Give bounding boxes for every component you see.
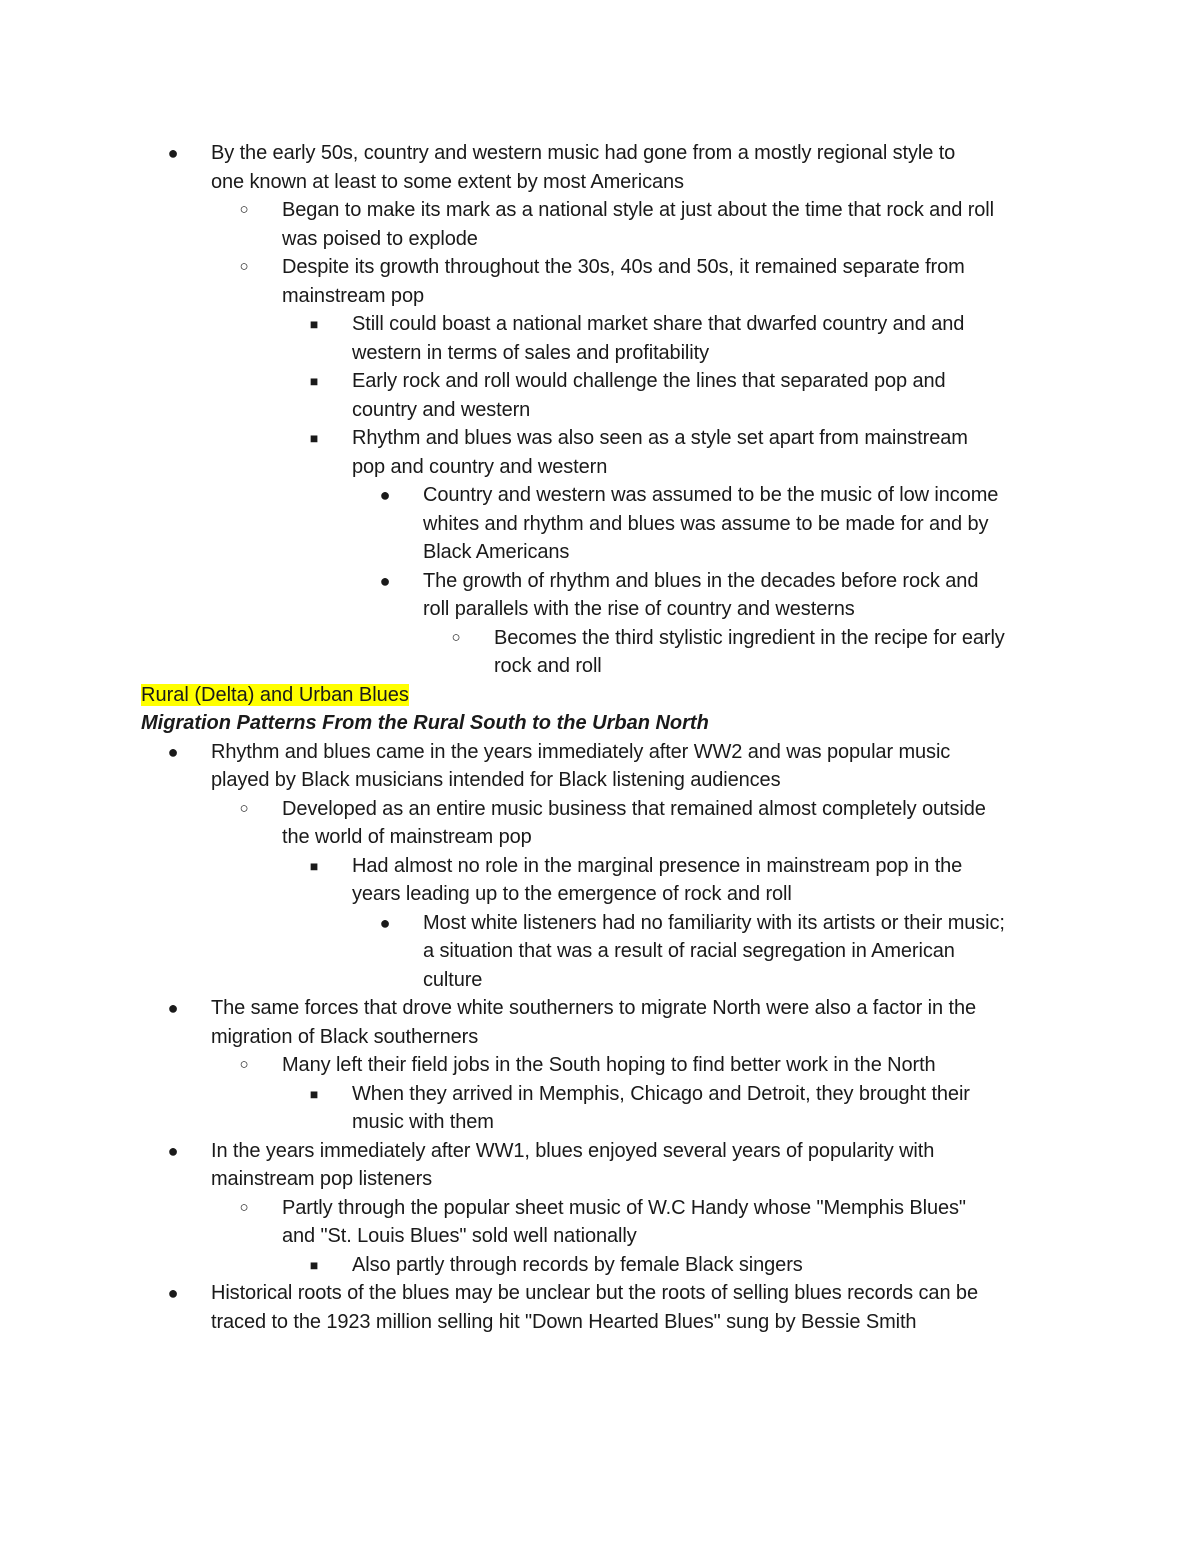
list-item-text: Country and western was assumed to be the music of low income <box>423 484 999 506</box>
bullet-icon: ● <box>167 741 179 762</box>
list-item-line <box>0 795 1200 824</box>
list-item-text: music with them <box>352 1111 494 1133</box>
list-item <box>0 481 1200 567</box>
list-item <box>0 253 1200 310</box>
bullet-icon: ○ <box>239 258 249 275</box>
list-item-text: culture <box>423 968 483 991</box>
list-item-line <box>0 1051 1200 1080</box>
list-item-line <box>0 538 1200 567</box>
list-item-text: Developed as an entire music business that remained almost completely outside <box>282 797 986 820</box>
bullet-icon: ○ <box>239 1198 249 1216</box>
bullet-icon: ■ <box>309 1085 319 1102</box>
list-item-text: Despite its growth throughout the 30s, 40s and 50s, it remained separate from <box>282 256 965 278</box>
list-item-line <box>0 310 1200 339</box>
list-item-text: whites and rhythm and blues was assume to be made for and by <box>423 512 989 535</box>
bullet-icon: ○ <box>239 1056 249 1073</box>
list-item-line <box>0 624 1200 653</box>
list-item-line <box>0 1108 1200 1137</box>
bullet-icon: ● <box>167 1283 179 1303</box>
list-item-line <box>0 738 1200 767</box>
bullet-icon: ● <box>379 570 391 591</box>
list-item <box>0 139 1200 196</box>
list-item-text: Had almost no role in the marginal presence in mainstream pop in the <box>352 854 963 877</box>
bullet-icon: ● <box>167 143 179 163</box>
list-item-line <box>0 396 1200 425</box>
list-item <box>0 1194 1200 1251</box>
bullet-icon: ○ <box>239 201 249 218</box>
list-item-text: By the early 50s, country and western music had gone from a mostly regional style to <box>211 142 956 164</box>
list-item-line <box>0 567 1200 596</box>
list-item <box>0 624 1200 681</box>
list-item-line <box>0 766 1200 795</box>
list-item <box>0 1137 1200 1194</box>
list-item-line <box>0 453 1200 482</box>
list-item-text: mainstream pop listeners <box>211 1168 433 1190</box>
document-page <box>0 139 1200 1336</box>
list-item-line <box>0 196 1200 225</box>
list-item <box>0 1051 1200 1080</box>
list-item-line <box>0 652 1200 681</box>
list-item-text: the world of mainstream pop <box>282 826 532 848</box>
list-item-text: traced to the 1923 million selling hit "Down Hearted Blues" sung by Bessie Smith <box>211 1310 917 1333</box>
list-item-text: years leading up to the emergence of rock and roll <box>352 883 792 905</box>
section-subheading <box>0 709 1200 738</box>
bullet-icon: ● <box>379 912 391 933</box>
list-item-line <box>0 1308 1200 1337</box>
list-item-line <box>0 253 1200 282</box>
list-item-line <box>0 168 1200 197</box>
list-item-text: migration of Black southerners <box>211 1025 479 1048</box>
list-item-line <box>0 1279 1200 1308</box>
list-item <box>0 310 1200 367</box>
list-item-text: rock and roll <box>494 655 602 677</box>
list-item-text: When they arrived in Memphis, Chicago and Detroit, they brought their <box>352 1082 970 1105</box>
list-item-line <box>0 880 1200 909</box>
list-item-line <box>0 1137 1200 1166</box>
list-item <box>0 738 1200 795</box>
list-item-text: country and western <box>352 398 531 421</box>
list-item-line <box>0 424 1200 453</box>
list-item-text: Early rock and roll would challenge the lines that separated pop and <box>352 370 946 392</box>
list-item-text: Becomes the third stylistic ingredient in the recipe for early <box>494 626 1005 649</box>
list-item-text: The growth of rhythm and blues in the decades before rock and <box>423 569 979 592</box>
bullet-icon: ● <box>167 998 179 1018</box>
list-item-text: pop and country and western <box>352 455 608 478</box>
list-item-line <box>0 481 1200 510</box>
list-item-text: Many left their field jobs in the South hoping to find better work in the North <box>282 1054 936 1076</box>
list-item-line <box>0 966 1200 995</box>
section-heading <box>0 681 1200 710</box>
list-item-line <box>0 1222 1200 1251</box>
list-item-text: Historical roots of the blues may be unclear but the roots of selling blues records can be <box>211 1282 978 1304</box>
list-item-text: Rhythm and blues came in the years immediately after WW2 and was popular music <box>211 740 951 763</box>
list-item <box>0 367 1200 424</box>
list-item <box>0 994 1200 1051</box>
list-item-text: and "St. Louis Blues" sold well nationally <box>282 1225 637 1247</box>
list-item <box>0 795 1200 852</box>
list-item-text: roll parallels with the rise of country and westerns <box>423 598 855 620</box>
list-item-text: Still could boast a national market share that dwarfed country and and <box>352 313 965 335</box>
list-item-line <box>0 823 1200 852</box>
list-item-text: mainstream pop <box>282 284 424 307</box>
list-item-line <box>0 1194 1200 1223</box>
list-item <box>0 909 1200 995</box>
bullet-icon: ■ <box>309 1256 319 1273</box>
bullet-icon: ■ <box>309 316 319 332</box>
bullet-icon: ○ <box>451 628 461 646</box>
list-item-text: Began to make its mark as a national style at just about the time that rock and roll <box>282 199 994 221</box>
notes-section-country-western <box>0 139 1200 681</box>
list-item-text: Also partly through records by female Black singers <box>352 1253 803 1276</box>
bullet-icon: ○ <box>239 799 249 817</box>
list-item-text: one known at least to some extent by most Americans <box>211 170 684 193</box>
list-item <box>0 424 1200 481</box>
list-item-line <box>0 1165 1200 1194</box>
list-item-line <box>0 909 1200 938</box>
bullet-icon: ● <box>379 485 391 505</box>
highlighted-heading: Rural (Delta) and Urban Blues <box>141 683 409 706</box>
list-item-line <box>0 1080 1200 1109</box>
list-item-text: The same forces that drove white southerners to migrate North were also a factor in the <box>211 997 977 1019</box>
bullet-icon: ■ <box>309 857 319 874</box>
list-item-line <box>0 225 1200 254</box>
list-item-text: Partly through the popular sheet music of W.C Handy whose "Memphis Blues" <box>282 1196 966 1219</box>
list-item-line <box>0 1023 1200 1052</box>
list-item <box>0 1279 1200 1336</box>
list-item <box>0 567 1200 624</box>
list-item-text: In the years immediately after WW1, blues enjoyed several years of popularity with <box>211 1139 935 1162</box>
list-item-line <box>0 994 1200 1023</box>
list-item-text: was poised to explode <box>282 227 478 250</box>
subheading-text: Migration Patterns From the Rural South to the Urban North <box>141 712 709 734</box>
list-item-line <box>0 1251 1200 1280</box>
list-item-text: a situation that was a result of racial segregation in American <box>423 940 955 962</box>
list-item <box>0 1080 1200 1137</box>
bullet-icon: ■ <box>309 373 319 389</box>
list-item-text: western in terms of sales and profitability <box>352 341 709 364</box>
list-item-text: Most white listeners had no familiarity with its artists or their music; <box>423 911 1005 934</box>
list-item-line <box>0 282 1200 311</box>
list-item-text: Rhythm and blues was also seen as a style set apart from mainstream <box>352 427 968 449</box>
list-item-line <box>0 367 1200 396</box>
list-item <box>0 1251 1200 1280</box>
list-item-line <box>0 852 1200 881</box>
list-item-text: played by Black musicians intended for Black listening audiences <box>211 769 781 791</box>
bullet-icon: ■ <box>309 430 319 446</box>
list-item-text: Black Americans <box>423 541 570 563</box>
list-item-line <box>0 595 1200 624</box>
list-item <box>0 852 1200 909</box>
list-item-line <box>0 937 1200 966</box>
list-item-line <box>0 139 1200 168</box>
list-item <box>0 196 1200 253</box>
bullet-icon: ● <box>167 1140 179 1161</box>
notes-section-blues <box>0 738 1200 1337</box>
list-item-line <box>0 510 1200 539</box>
list-item-line <box>0 339 1200 368</box>
